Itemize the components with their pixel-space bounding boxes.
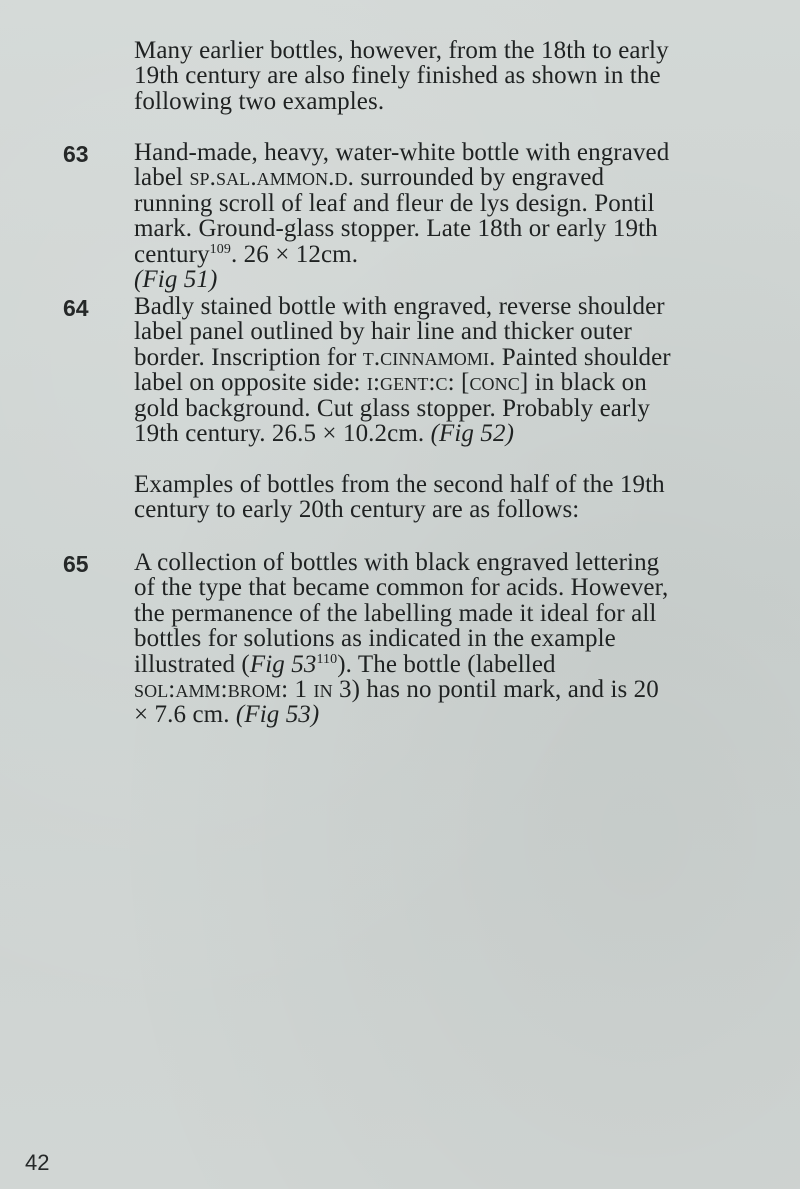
transition-paragraph [134,472,679,523]
entry-64-figure-ref: (Fig 52) [430,420,514,448]
page-number: 42 [25,1150,50,1175]
entry-65-label-2: in [313,676,333,704]
intro-text: Many earlier bottles, however, from the 18th to early 19th century are also finely finished as shown in the following two examples. [134,37,669,115]
entry-65 [134,550,679,728]
entry-65-inline-figure: Fig 53 [249,650,317,678]
entry-65-text-2: ). The bottle (labelled [337,650,556,678]
entry-65-figure-ref: (Fig 53) [235,701,320,729]
entry-63-label: sp.sal.ammon.d. [189,164,354,192]
entry-64-text-3: [ [454,369,470,397]
entry-number-64: 64 [63,295,89,321]
entry-65-footnote-ref: 110 [316,651,338,667]
entry-63-text-2: surrounded by engraved running scroll of leaf and fleur de lys design. Pontil mark. Ground-glass stopper. Late 18th or early 19th century [134,164,658,268]
entry-64-label-3: conc [469,369,520,397]
intro-paragraph [134,38,679,114]
entry-number-63: 63 [63,141,89,167]
entry-65-text: A collection of bottles with black engraved lettering of the type that became common for acids. However, the permanence of the labelling made it ideal for all bottles for solutions as indicated in the example illustrated ( [134,549,669,678]
entry-65-text-3: 1 [288,676,314,704]
entry-63 [134,140,679,292]
entry-65-label: sol:amm:brom: [134,676,289,704]
transition-text: Examples of bottles from the second half of the 19th century to early 20th century are as follows: [134,471,665,524]
entry-64-label: t.cinnamomi [362,343,490,371]
entry-63-figure-ref: (Fig 51) [134,266,218,294]
entry-63-text: Hand-made, heavy, water-white bottle with engraved label [134,139,670,192]
entry-63-footnote-ref: 109 [209,241,231,257]
entry-64-text: Badly stained bottle with engraved, reverse shoulder label panel outlined by hair line and thicker outer border. Inscription for [134,293,665,371]
entry-65-text-4: 3) has no pontil mark, and is 20 × 7.6 cm. [134,676,659,729]
entry-64-text-4: ] in black on gold background. Cut glass stopper. Probably early 19th century. 26.5 × 10.2cm. [134,369,651,448]
entry-64-label-2: i:gent:c: [366,369,455,397]
entry-63-dimensions: . 26 × 12cm. [230,240,359,268]
entry-64 [134,294,679,446]
entry-64-text-2: . Painted shoulder label on opposite side: [134,343,671,397]
entry-number-65: 65 [63,551,89,577]
